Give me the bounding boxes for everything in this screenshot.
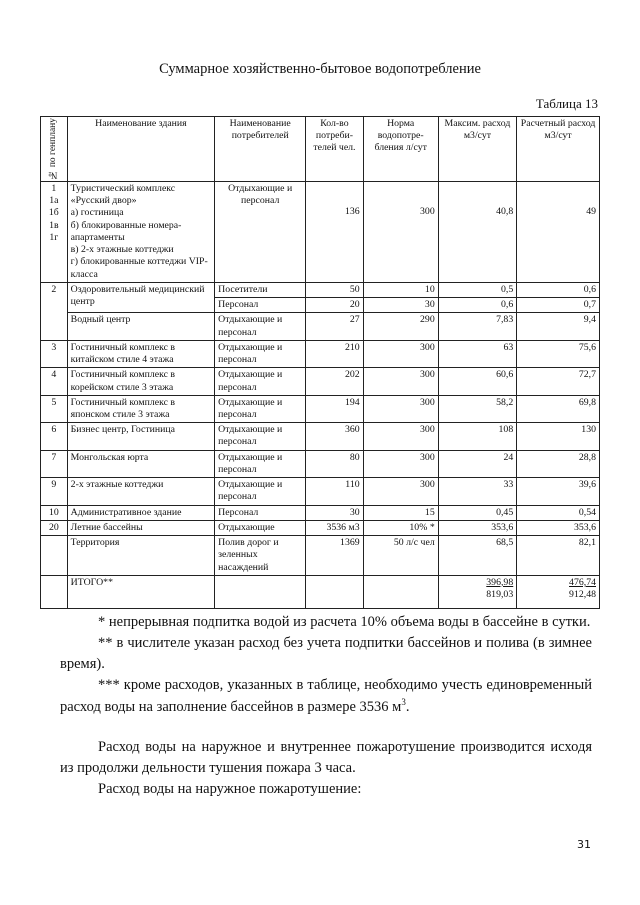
- cell-no: 10: [41, 505, 68, 520]
- cell-consumers: Отдыхающие и персонал: [215, 340, 306, 367]
- table-row: [41, 478, 600, 505]
- header-consumers: Наименование потребителей: [215, 117, 306, 182]
- cell-max: 108: [438, 423, 517, 450]
- cell-building: 2-х этажные коттеджи: [67, 478, 215, 505]
- table-row: [41, 313, 600, 340]
- cell-no: 3: [41, 340, 68, 367]
- cell-consumers: Отдыхающие и персонал: [215, 395, 306, 422]
- table-row: [41, 368, 600, 395]
- table-row: [41, 505, 600, 520]
- cell-no: 4: [41, 368, 68, 395]
- cell-calc: 82,1: [517, 536, 600, 576]
- cell-consumers: Полив дорог и зеленных насаждений: [215, 536, 306, 576]
- total-max-denominator: 819,03: [486, 589, 514, 601]
- cell-max: 60,6: [438, 368, 517, 395]
- footnote-1: * непрерывная подпитка водой из расчета 10% объема воды в бассейне в сутки.: [98, 614, 591, 630]
- cell-count: 3536 м3: [306, 520, 363, 535]
- total-calc-denominator: 912,48: [569, 589, 596, 601]
- water-consumption-table: [40, 116, 600, 609]
- cell-building: Монгольская юрта: [67, 450, 215, 477]
- cell-building: Гостиничный комплекс в корейском стиле 3 этажа: [67, 368, 215, 395]
- table-row: [41, 450, 600, 477]
- cell-calc: 28,8: [517, 450, 600, 477]
- cell-building: Бизнес центр, Гостиница: [67, 423, 215, 450]
- cell-calc: 72,7: [517, 368, 600, 395]
- header-norm: Норма водопотре-бления л/сут: [363, 117, 438, 182]
- table-header-row: [41, 117, 600, 182]
- document-title: Суммарное хозяйственно-бытовое водопотребление: [159, 61, 481, 77]
- cell-count: 360: [306, 423, 363, 450]
- cell-norm: 30: [363, 298, 438, 313]
- header-building: Наименование здания: [67, 117, 215, 182]
- cell-calc: 0,54: [517, 505, 600, 520]
- cell-max: 0,5: [438, 282, 517, 297]
- cell-no: 6: [41, 423, 68, 450]
- cell-count: 27: [306, 313, 363, 340]
- cell-count: 1369: [306, 536, 363, 576]
- notes-block: [60, 612, 592, 800]
- cell-count: 202: [306, 368, 363, 395]
- cell-norm: 10: [363, 282, 438, 297]
- cell-max: 63: [438, 340, 517, 367]
- cell-max: 58,2: [438, 395, 517, 422]
- cell-no: 2: [41, 282, 68, 340]
- cell-max: 33: [438, 478, 517, 505]
- cell-no: 5: [41, 395, 68, 422]
- cell-building: Туристический комплекс «Русский двор» а) гостиница б) блокированные номера-апартаменты в) 2-х этажные коттеджи г) блокированные коттеджи VIP-класса: [67, 182, 215, 283]
- cell-count: 136: [306, 182, 363, 283]
- table-row: [41, 282, 600, 297]
- paragraph-fire-1: Расход воды на наружное и внутреннее пожаротушение производится исходя из продолжи дельности тушения пожара 3 часа.: [60, 738, 592, 776]
- cell-consumers: Отдыхающие и персонал: [215, 423, 306, 450]
- table-row: [41, 520, 600, 535]
- cell-norm: 50 л/с чел: [363, 536, 438, 576]
- cell-norm: 300: [363, 340, 438, 367]
- total-label: ИТОГО**: [67, 575, 215, 608]
- table-row: [41, 182, 600, 283]
- header-calc: Расчетный расход м3/сут: [517, 117, 600, 182]
- cell-consumers: Отдыхающие и персонал: [215, 450, 306, 477]
- paragraph-fire-2: Расход воды на наружное пожаротушение:: [98, 780, 362, 797]
- cell-no: 7: [41, 450, 68, 477]
- cell-no: [41, 575, 68, 608]
- cell-consumers: Отдыхающие и персонал: [215, 182, 306, 283]
- cell-calc: 69,8: [517, 395, 600, 422]
- cell-max: 40,8: [438, 182, 517, 283]
- cell-count: 194: [306, 395, 363, 422]
- cell-calc: 0,7: [517, 298, 600, 313]
- cell-no: 1 1а 1б 1в 1г: [41, 182, 68, 283]
- cell-count: 80: [306, 450, 363, 477]
- cell-norm: 290: [363, 313, 438, 340]
- table-row: [41, 395, 600, 422]
- cell-no: [41, 536, 68, 576]
- cell-consumers: Отдыхающие: [215, 520, 306, 535]
- cell-norm: 300: [363, 395, 438, 422]
- cell-max: 0,45: [438, 505, 517, 520]
- cell-norm: 300: [363, 182, 438, 283]
- cell-count: 110: [306, 478, 363, 505]
- cell-norm: 300: [363, 450, 438, 477]
- cell-building: Оздоровительный медицинский центр: [67, 282, 215, 312]
- footnote-2: ** в числителе указан расход без учета подпитки бассейнов и полива (в зимнее время).: [60, 635, 592, 673]
- cell-building: Административное здание: [67, 505, 215, 520]
- cell-calc: 75,6: [517, 340, 600, 367]
- cell-consumers: Посетители: [215, 282, 306, 297]
- table-row: [41, 340, 600, 367]
- cell-max: 24: [438, 450, 517, 477]
- page-number: 31: [577, 838, 591, 851]
- cell-count: 30: [306, 505, 363, 520]
- total-max-numerator: 396,98: [486, 576, 514, 588]
- total-calc-numerator: 476,74: [569, 576, 596, 588]
- header-count: Кол-во потреби-телей чел.: [306, 117, 363, 182]
- cell-norm: 300: [363, 368, 438, 395]
- cell-calc: 49: [517, 182, 600, 283]
- cell-count: 50: [306, 282, 363, 297]
- cell-building: Летние бассейны: [67, 520, 215, 535]
- cell-norm: 15: [363, 505, 438, 520]
- header-genplan: № по генплану: [41, 117, 68, 182]
- total-max: [438, 575, 517, 608]
- cell-no: 20: [41, 520, 68, 535]
- cell-calc: 9,4: [517, 313, 600, 340]
- cell-consumers: Персонал: [215, 505, 306, 520]
- cell-norm: 10% *: [363, 520, 438, 535]
- cell-calc: 39,6: [517, 478, 600, 505]
- header-max: Максим. расход м3/сут: [438, 117, 517, 182]
- cell-norm: 300: [363, 478, 438, 505]
- cell-max: 353,6: [438, 520, 517, 535]
- cell-building: Гостиничный комплекс в японском стиле 3 этажа: [67, 395, 215, 422]
- table-row: [41, 536, 600, 576]
- cell-max: 7,83: [438, 313, 517, 340]
- footnote-3: *** кроме расходов, указанных в таблице, необходимо учесть единовременный расход воды на заполнение бассейнов в размере 3536 $м^3$.: [60, 677, 592, 715]
- cell-consumers: Отдыхающие и персонал: [215, 478, 306, 505]
- cell-consumers: Отдыхающие и персонал: [215, 313, 306, 340]
- table-row: [41, 423, 600, 450]
- cell-building: Территория: [67, 536, 215, 576]
- cell-no: 9: [41, 478, 68, 505]
- cell-building: Гостиничный комплекс в китайском стиле 4 этажа: [67, 340, 215, 367]
- cell-count: 210: [306, 340, 363, 367]
- total-calc: [517, 575, 600, 608]
- cell-calc: 353,6: [517, 520, 600, 535]
- cell-building: Водный центр: [67, 313, 215, 340]
- cell-count: 20: [306, 298, 363, 313]
- cell-calc: 0,6: [517, 282, 600, 297]
- cell-consumers: Отдыхающие и персонал: [215, 368, 306, 395]
- total-row: [41, 575, 600, 608]
- cell-max: 0,6: [438, 298, 517, 313]
- table-label: Таблица 13: [535, 96, 598, 111]
- cell-max: 68,5: [438, 536, 517, 576]
- cell-calc: 130: [517, 423, 600, 450]
- cell-norm: 300: [363, 423, 438, 450]
- cell-consumers: Персонал: [215, 298, 306, 313]
